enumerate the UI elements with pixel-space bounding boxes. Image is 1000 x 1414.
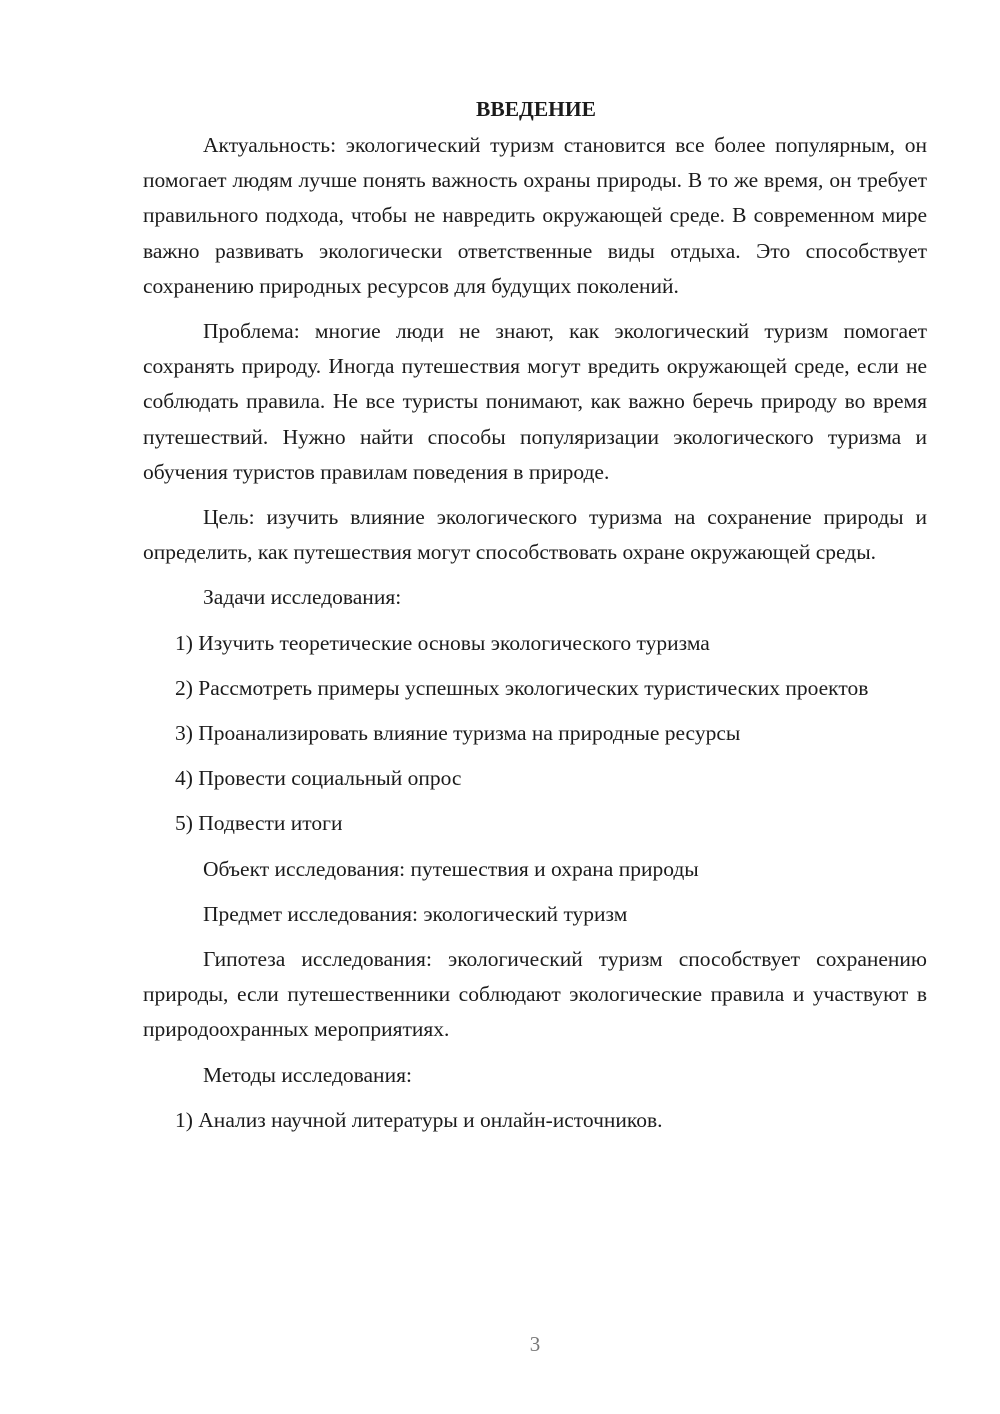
problem-paragraph: Проблема: многие люди не знают, как экологический туризм помогает сохранять природу. Иногда путешествия могут вредить окружающей среде, если не соблюдать правила. Не все туристы понимают, как важно беречь природу во время путешествий. Нужно найти способы популяризации экологического туризма и обучения туристов правилам поведения в природе. [143, 319, 927, 484]
section-title: ВВЕДЕНИЕ [476, 97, 596, 121]
task-item: 5) Подвести итоги [175, 811, 343, 836]
task-item: 3) Проанализировать влияние туризма на природные ресурсы [175, 721, 741, 746]
goal-paragraph: Цель: изучить влияние экологического туризма на сохранение природы и определить, как путешествия могут способствовать охране окружающей среды. [143, 505, 927, 565]
task-item: 2) Рассмотреть примеры успешных экологических туристических проектов [175, 675, 869, 700]
subject-line: Предмет исследования: экологический туризм [203, 901, 628, 926]
object-line: Объект исследования: путешествия и охрана природы [203, 856, 699, 881]
method-item: 1) Анализ научной литературы и онлайн-источников. [175, 1107, 663, 1132]
page-number: 3 [529, 1332, 541, 1356]
task-item: 4) Провести социальный опрос [175, 766, 462, 791]
methods-heading: Методы исследования: [203, 1062, 412, 1087]
task-item: 1) Изучить теоретические основы экологического туризма [175, 630, 710, 655]
relevance-paragraph: Актуальность: экологический туризм становится все более популярным, он помогает людям лучше понять важность охраны природы. В то же время, он требует правильного подхода, чтобы не навредить окружающей среде. В современном мире важно развивать экологически ответственные виды отдыха. Это способствует сохранению природных ресурсов для будущих поколений. [143, 133, 927, 298]
document-page [143, 92, 927, 1148]
hypothesis-paragraph: Гипотеза исследования: экологический туризм способствует сохранению природы, если путешественники соблюдают экологические правила и участвуют в природоохранных мероприятиях. [143, 947, 927, 1042]
tasks-heading: Задачи исследования: [203, 585, 402, 610]
